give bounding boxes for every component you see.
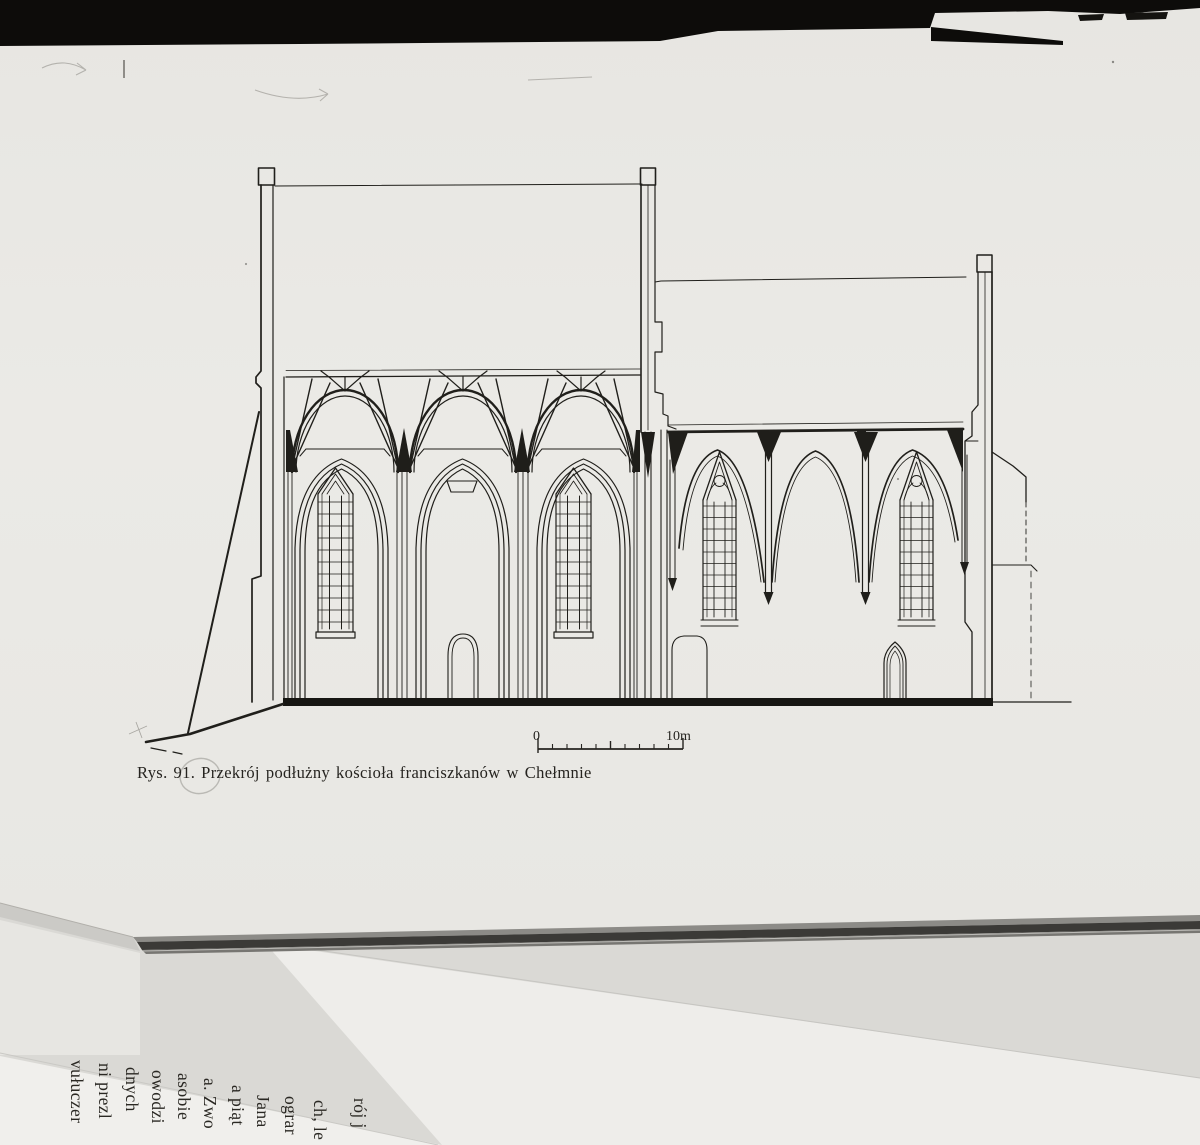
underpage-text-fragment: a piąt bbox=[228, 1085, 248, 1126]
underpage-text-fragment: rój j bbox=[350, 1098, 370, 1129]
scale-start-label: 0 bbox=[533, 729, 540, 744]
underpage-text-fragment: a. Zwo bbox=[200, 1078, 220, 1129]
underpage-text-fragment: asobie bbox=[174, 1073, 194, 1121]
underpage-text-fragment: ni prezl bbox=[95, 1063, 115, 1120]
underpage-text-fragment: owodzi bbox=[148, 1070, 168, 1124]
underpage-text-fragment: ch, le bbox=[310, 1100, 330, 1141]
figure-caption: Rys. 91. Przekrój podłużny kościoła franciszkanów w Chełmnie bbox=[137, 763, 592, 782]
underpage-text-fragment: vułuczer bbox=[67, 1060, 87, 1124]
scale-end-label: 10m bbox=[666, 729, 691, 744]
underpage-text-fragment: ograr bbox=[281, 1096, 301, 1135]
underpage-text-fragment: dnych bbox=[122, 1067, 142, 1112]
underpage-text-fragment: Jana bbox=[253, 1095, 273, 1128]
